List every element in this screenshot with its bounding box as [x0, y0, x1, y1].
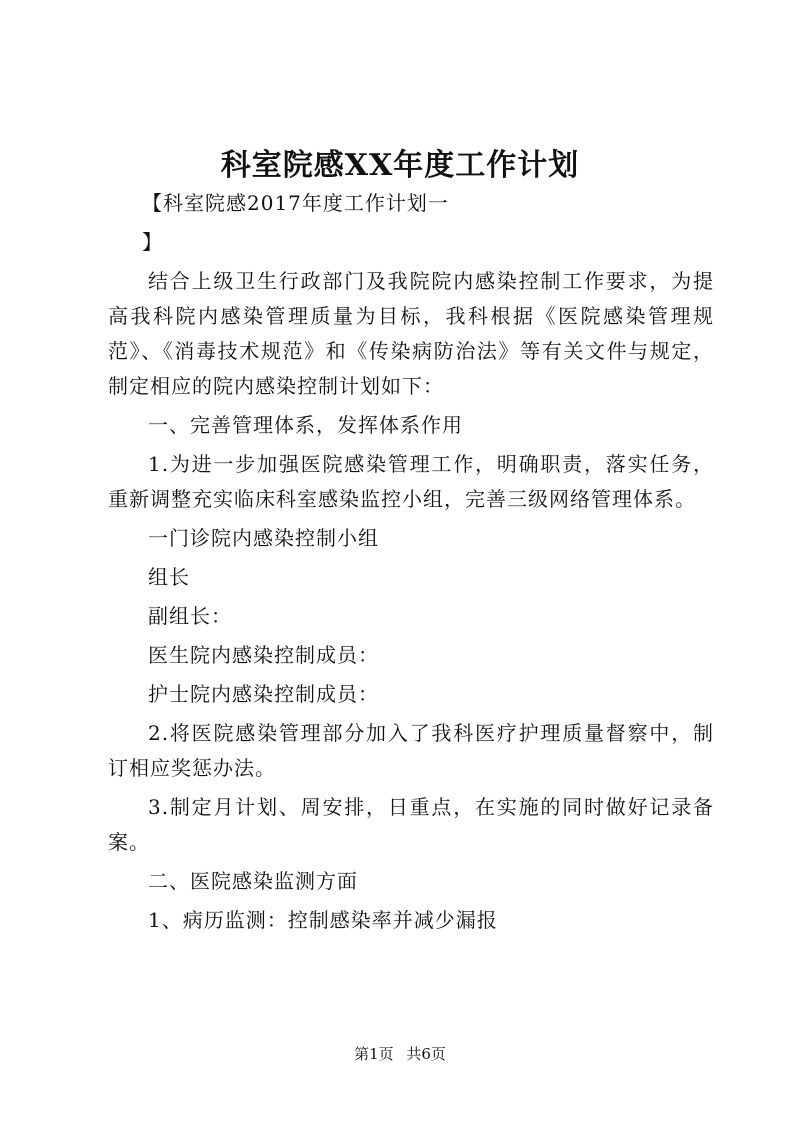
document-title: 科室院感XX年度工作计划: [220, 148, 580, 183]
document-body: [108, 186, 714, 942]
paragraph-deputy-leader: 副组长：: [148, 604, 232, 628]
paragraph-group: 一门诊院内感染控制小组: [148, 526, 379, 550]
paragraph-leader: 组长: [148, 565, 190, 589]
section-heading-2: 二、医院感染监测方面: [148, 869, 358, 893]
paragraph-item-1: 1.为进一步加强医院感染管理工作，明确职责，落实任务，重新调整充实临床科室感染监控小组，完善三级网络管理体系。: [108, 452, 714, 511]
page-number: 第1页: [354, 1045, 394, 1063]
paragraph-intro: 结合上级卫生行政部门及我院院内感染控制工作要求，为提高我科院内感染管理质量为目标，我科根据《医院感染管理规范》、《消毒技术规范》和《传染病防治法》等有关文件与规定，制定相应的院内感染控制计划如下：: [108, 269, 714, 398]
paragraph-monitoring-1: 1、病历监测：控制感染率并减少漏报: [148, 908, 498, 932]
section-heading-1: 一、完善管理体系，发挥体系作用: [148, 413, 463, 437]
paragraph-header-close: 】: [142, 230, 163, 254]
paragraph-nurse-members: 护士院内感染控制成员：: [148, 682, 379, 706]
paragraph-header-open: 【科室院感2017年度工作计划一: [142, 191, 449, 215]
page-footer: [0, 1043, 800, 1064]
paragraph-item-2: 2.将医院感染管理部分加入了我科医疗护理质量督察中，制订相应奖惩办法。: [108, 721, 714, 780]
paragraph-item-3: 3.制定月计划、周安排，日重点，在实施的同时做好记录备案。: [108, 795, 714, 854]
page-total: 共6页: [406, 1045, 446, 1063]
paragraph-doctor-members: 医生院内感染控制成员：: [148, 643, 379, 667]
